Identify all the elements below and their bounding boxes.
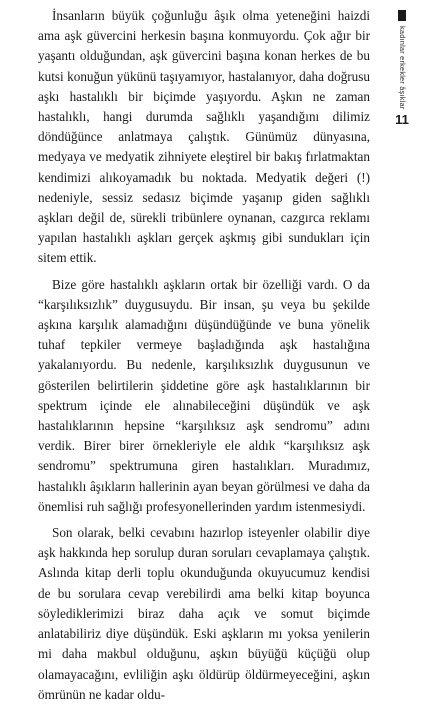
paragraph: İnsanların büyük çoğunluğu âşık olma yeteneğini haizdi ama aşk güvercini herkesin başına konmuyordu. Çok ağır bir yaşantı olduğundan, aşk güvercini başına konan herkes de bu kutsi konuğun yükünü taşıyamıyor, hastalanıyor, daha doğrusu aşkı hastalıklı bir biçimde yaşıyordu. Aşkın ne zaman hastalıklı, hangi durumda sağlıklı yaşandığını dilimiz döndüğünce anlatmaya çalıştık. Günümüz dünyasına, medyaya ve medyatik zihniyete eleştirel bir bakış fırlatmaktan kendimizi alıkoyamadık bu noktada. Medyatik değeri (!) nedeniyle, sessiz sedasız biçimde yaşanıp giden sağlıklı aşkları değil de, sürekli tribünlere oynanan, cazgırca reklamı yapılan hastalıklı aşkları gerçek aşkmış gibi sundukları için sitem ettik. <box>38 8 370 266</box>
paragraph: Bize göre hastalıklı aşkların ortak bir özelliği vardı. O da “karşılıksızlık” duygusuydu. Bir insan, şu veya bu şekilde aşkına karşılık alamadığını düşündüğünde ve buna yönelik tuhaf tepkiler vermeye başladığında aşk hastalığına yakalanıyordu. Bu nedenle, karşılıksızlık duygusunun ve gösterilen belirtilerin şiddetine göre aşk hastalıklarının bir spektrum içinde ele alınabileceğini düşündük ve aşk hastalıklarının hepsine “karşılıksız aşk sendromu” adını verdik. Birer birer örnekleriyle ele aldık “karşılıksız aşk sendromu” spektrumuna giren hastalıkları. Muradımız, hastalıklı âşıkların hallerinin ayan beyan görülmesi ve daha da önemlisi ruh sağlığı profesyonellerinden yardım istenmesiydi. <box>38 276 370 514</box>
paragraph: Son olarak, belki cevabını hazırlop isteyenler olabilir diye aşk hakkında hep sorulup duran soruları cevaplamaya çalıştık. Aslında kitap derli toplu okunduğunda okuyucumuz kendisi de bu sorulara cevap verebilirdi ama belki kitap boyunca söylediklerimizi biraz daha açık ve somut biçimde anlatabiliriz diye düşündük. Eski aşkların mı yoksa yenilerin mi daha makbul olduğunu, aşkın büyüğü küçüğü olup olamayacağını, evliliğin aşkı öldürüp öldürmeyeceğini, aşkın ömrünün ne kadar oldu- <box>38 525 370 702</box>
running-header-title: kadınlar erkekler âşıklar <box>398 26 407 110</box>
running-header <box>392 10 412 150</box>
page-number: 11 <box>395 112 409 127</box>
body-text <box>38 6 370 705</box>
section-marker <box>398 10 406 21</box>
